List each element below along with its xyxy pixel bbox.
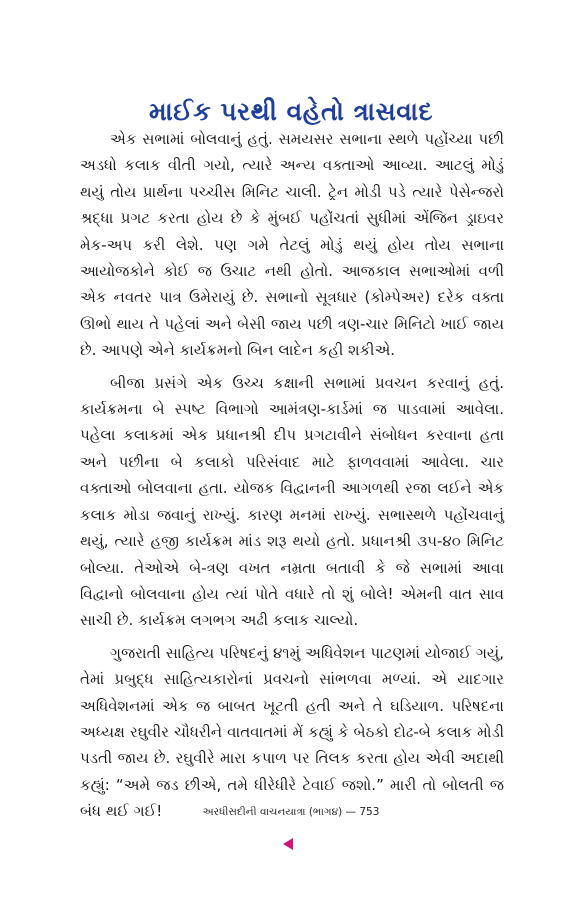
triangle-left-icon[interactable] [283, 838, 293, 850]
paragraph: બીજા પ્રસંગે એક ઉચ્ચ કક્ષાની સભામાં પ્રવચન કરવાનું હતું. કાર્યક્રમના બે સ્પષ્ટ વિભાગો આમંત્રણ-કાર્ડમાં જ પાડવામાં આવેલા. પહેલા કલાકમાં એક પ્રધાનશ્રી દીપ પ્રગટાવીને સંબોધન કરવાના હતા અને પછીના બે કલાકો પરિસંવાદ માટે ફાળવવામાં આવેલા. ચાર વક્તાઓ બોલવાના હતા. યોજક વિદ્વાનની આગળથી રજા લઈને એક કલાક મોડા જવાનું રાખ્યું. કારણ મનમાં રાખ્યું. સભાસ્થળે પહોંચવાનું થયું, ત્યારે હજી કાર્યક્રમ માંડ શરૂ થયો હતો. પ્રધાનશ્રી ૩૫-૪૦ મિનિટ બોલ્યા. તેઓએ બે-ત્રણ વખત નમ્રતા બતાવી કે જે સભામાં આવા વિદ્વાનો બોલવાના હોય ત્યાં પોતે વધારે તો શું બોલે! એમની વાત સાવ સાચી છે. કાર્યક્રમ લગભગ અઢી કલાક ચાલ્યો. [80, 373, 504, 630]
article-body [80, 126, 504, 831]
page-footer: અરધીસદીની વાચનયાત્રા (ભાગ૪) — 753 [202, 806, 380, 818]
paragraph: એક સભામાં બોલવાનું હતું. સમયસર સભાના સ્થળે પહોંચ્યા પછી અડધો કલાક વીતી ગયો, ત્યારે અન્ય વક્તાઓ આવ્યા. આટલું મોડું થયું તોય પ્રાર્થના પચ્ચીસ મિનિટ ચાલી. ટ્રેન મોડી પડે ત્યારે પેસેન્જરો શ્રદ્ધા પ્રગટ કરતા હોય છે કે મુંબઈ પહોંચતાં સુધીમાં એંજિન ડ્રાઇવર મેક-અપ કરી લેશે. પણ ગમે તેટલું મોડું થયું હોય તોય સભાના આયોજકોને કોઈ જ ઉચાટ નથી હોતો. આજકાલ સભાઓમાં વળી એક નવતર પાત્ર ઉમેરાયું છે. સભાનો સૂત્રધાર (કોમ્પેઅર) દરેક વક્તા ઊભો થાય તે પહેલાં અને બેસી જાય પછી ત્રણ-ચાર મિનિટો ખાઈ જાય છે. આપણે એને કાર્યક્રમનો બિન લાદેન કહી શકીએ. [80, 130, 504, 360]
paragraph: ગુજરાતી સાહિત્ય પરિષદનું ૪૧મું અધિવેશન પાટણમાં યોજાઈ ગયું, તેમાં પ્રબુદ્ધ સાહિત્યકારોનાં પ્રવચનો સાંભળવા મળ્યાં. એ યાદગાર અધિવેશનમાં એક જ બાબત ખૂટતી હતી અને તે ઘડિયાળ. પરિષદના અધ્યક્ષ રઘુવીર ચૌધરીને વાતવાતમાં મેં કહ્યું કે બેઠકો દોઢ-બે કલાક મોડી પડતી જાય છે. રઘુવીરે મારા કપાળ પર તિલક કરતા હોય એવી અદાથી કહ્યું: “અમે જડ છીએ, તમે ધીરેધીરે ટેવાઈ જશો.” મારી તો બોલતી જ બંધ થઈ ગઈ! [80, 643, 504, 821]
article-title: માઈક પરથી વહેતો ત્રાસવાદ [149, 96, 433, 126]
